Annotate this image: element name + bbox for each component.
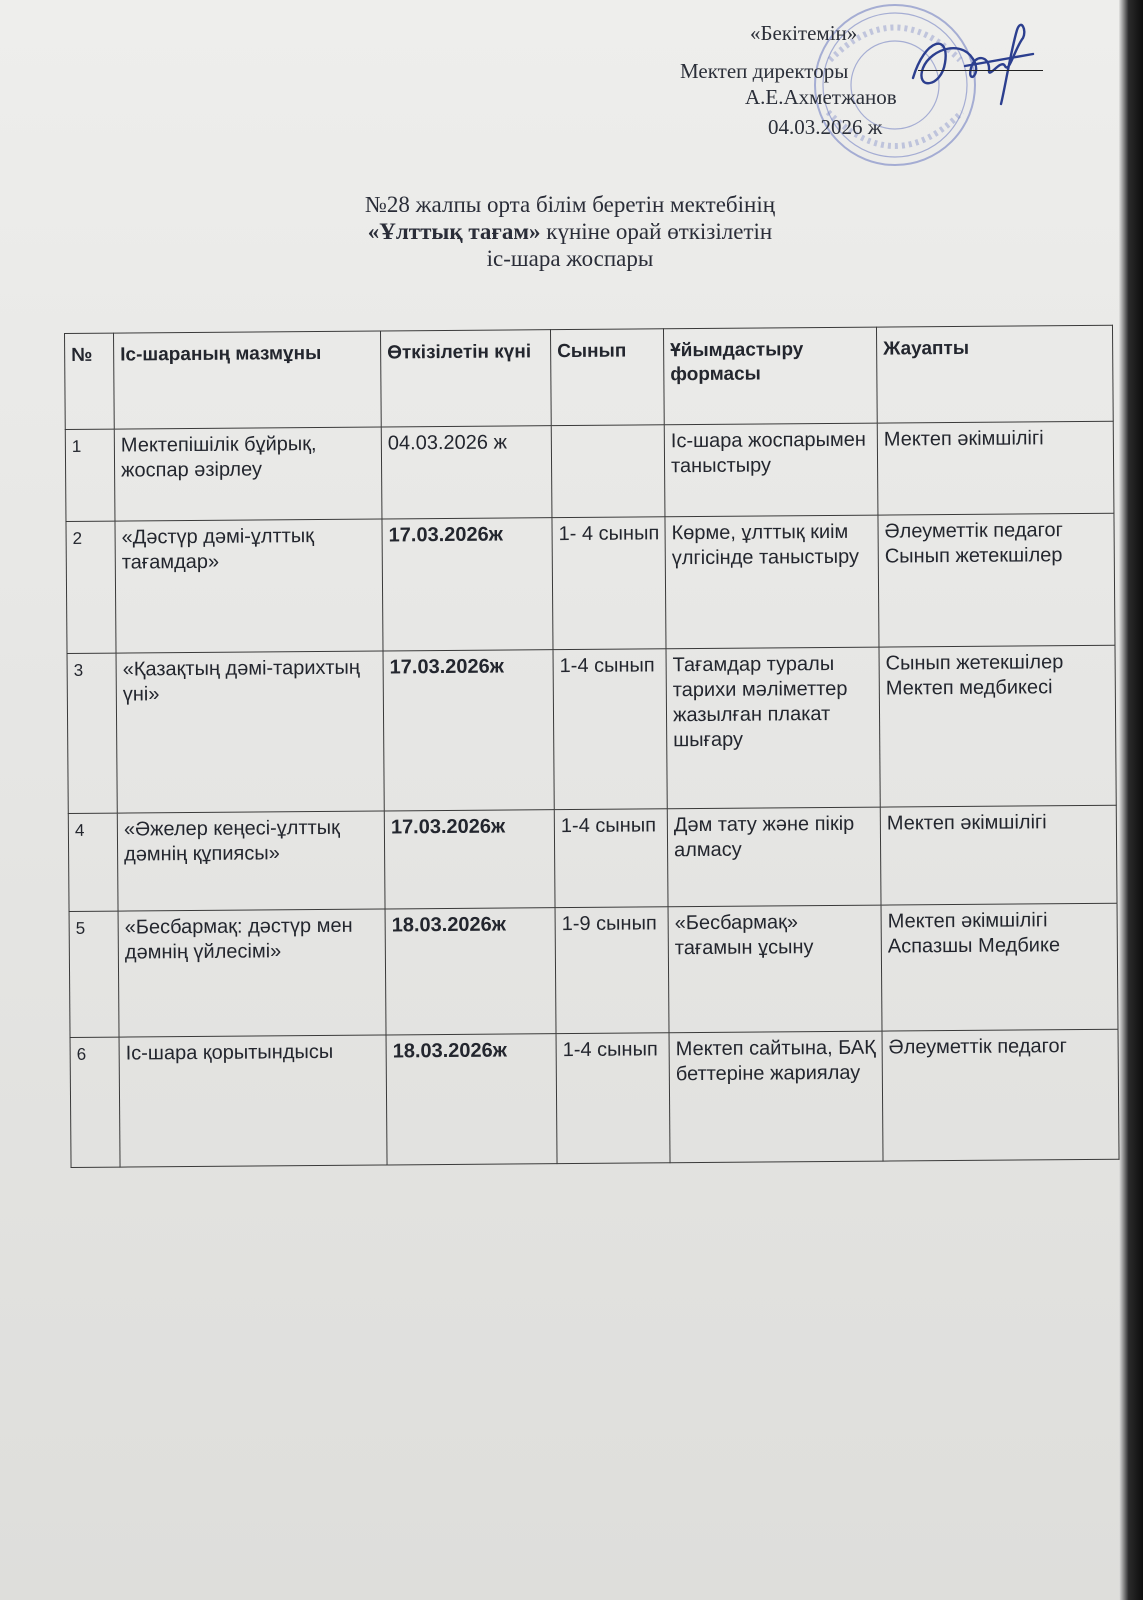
page-edge-shadow <box>1119 0 1143 1600</box>
row-date: 17.03.2026ж <box>383 650 554 811</box>
approval-date: 04.03.2026 ж <box>768 115 883 139</box>
row-form: Көрме, ұлттық киім үлгісінде таныстыру <box>665 515 879 649</box>
row-responsible: Әлеуметтік педагог <box>882 1029 1119 1161</box>
header-date: Өткізілетін күні <box>380 330 551 427</box>
approval-name: А.Е.Ахметжанов <box>745 85 897 109</box>
row-content: «Қазақтың дәмі-тарихтың үні» <box>116 651 384 813</box>
row-number: 4 <box>68 813 118 911</box>
doc-title-line3: іс-шара жоспары <box>486 246 654 271</box>
header-form: Ұйымдастыру формасы <box>663 327 877 425</box>
row-date: 17.03.2026ж <box>384 810 555 909</box>
row-content: «Бесбармақ: дәстүр мен дәмнің үйлесімі» <box>118 909 386 1037</box>
director-signature <box>905 8 1045 108</box>
table-row <box>65 421 1114 521</box>
row-grade: 1- 4 сынып <box>552 517 666 650</box>
row-grade: 1-4 сынып <box>554 809 668 908</box>
table-row <box>69 903 1118 1037</box>
row-date: 18.03.2026ж <box>386 1034 557 1165</box>
header-responsible: Жауапты <box>876 325 1113 423</box>
row-responsible: Сынып жетекшілер Мектеп медбикесі <box>879 645 1116 807</box>
table-row <box>66 513 1115 653</box>
header-grade: Сынып <box>550 329 664 426</box>
approval-label: «Бекітемін» <box>750 21 858 45</box>
row-content: Іс-шара қорытындысы <box>119 1035 387 1167</box>
row-content: «Әжелер кеңесі-ұлттық дәмнің құпиясы» <box>117 811 385 911</box>
row-responsible: Мектеп әкімшілігі Аспазшы Медбике <box>881 903 1118 1031</box>
doc-title-line2 <box>200 219 940 245</box>
row-content: Мектепішілік бұйрық, жоспар әзірлеу <box>114 427 382 521</box>
row-date: 04.03.2026 ж <box>381 426 552 519</box>
row-date: 17.03.2026ж <box>382 518 553 651</box>
row-number: 2 <box>66 521 116 653</box>
row-date: 18.03.2026ж <box>385 908 556 1035</box>
row-form: Тағамдар туралы тарихи мәліметтер жазылған плакат шығару <box>666 647 880 809</box>
header-number: № <box>65 333 115 429</box>
event-plan-table <box>64 325 1120 1168</box>
row-grade: 1-4 сынып <box>553 649 667 810</box>
row-responsible: Мектеп әкімшілігі <box>877 421 1114 515</box>
row-number: 5 <box>69 911 119 1037</box>
table-row <box>68 805 1117 911</box>
approval-position: Мектеп директоры <box>680 59 849 83</box>
row-content: «Дәстүр дәмі-ұлттық тағамдар» <box>115 519 383 653</box>
signature-line <box>918 70 1043 71</box>
table-header-row <box>65 325 1114 429</box>
row-grade: 1-9 сынып <box>555 907 669 1034</box>
row-number: 3 <box>67 653 117 813</box>
row-number: 1 <box>65 429 115 521</box>
row-grade: 1-4 сынып <box>556 1033 670 1164</box>
row-form: Дәм тату және пікір алмасу <box>667 807 881 907</box>
row-responsible: Әлеуметтік педагог Сынып жетекшілер <box>878 513 1115 647</box>
doc-title-event: «Ұлттық тағам» <box>367 219 541 244</box>
row-responsible: Мектеп әкімшілігі <box>880 805 1117 905</box>
row-form: Мектеп сайтына, БАҚ беттеріне жариялау <box>669 1031 883 1163</box>
header-content: Іс-шараның мазмұны <box>114 331 382 429</box>
row-grade <box>551 425 665 518</box>
table-row <box>70 1029 1119 1167</box>
row-number: 6 <box>70 1037 120 1167</box>
table-row <box>67 645 1116 813</box>
doc-title-line1: №28 жалпы орта білім беретін мектебінің <box>364 192 776 217</box>
row-form: Іс-шара жоспарымен таныстыру <box>664 423 878 517</box>
row-form: «Бесбармақ» тағамын ұсыну <box>668 905 882 1033</box>
doc-title-line2-rest: күніне орай өткізілетін <box>540 219 773 244</box>
